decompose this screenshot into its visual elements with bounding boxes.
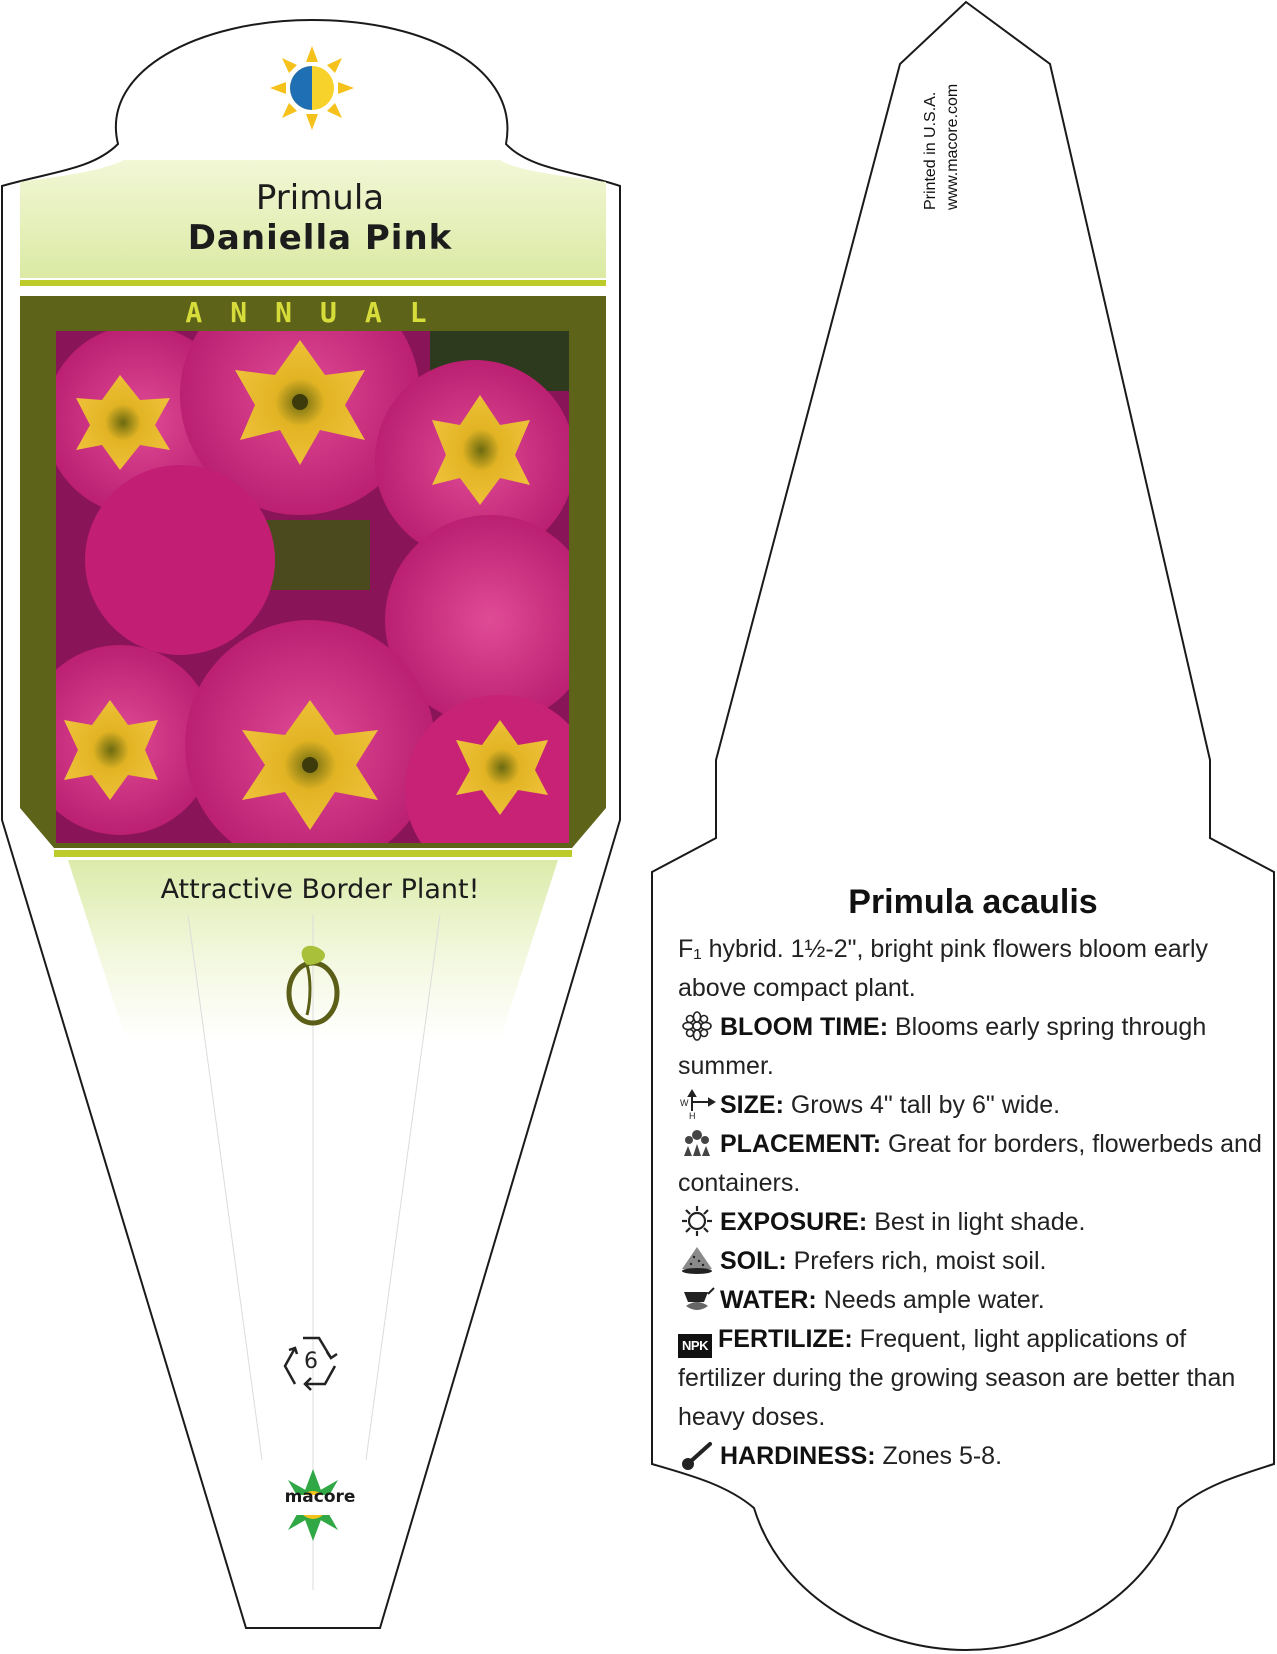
attr-bloom-time: BLOOM TIME: Blooms early spring through summer.	[678, 1013, 1207, 1080]
attr-placement: PLACEMENT: Great for borders, flowerbeds and containers.	[678, 1130, 1262, 1197]
flower-icon	[678, 1011, 716, 1041]
soil-icon	[678, 1245, 716, 1275]
tagline: Attractive Border Plant!	[160, 874, 480, 905]
printed-in-text: Printed in U.S.A.	[922, 91, 939, 210]
variety-name: Daniella Pink	[187, 218, 453, 258]
description: F₁ hybrid. 1½-2", bright pink flowers bloom early above compact plant.	[678, 935, 1209, 1002]
sun-part-shade-icon	[270, 46, 354, 130]
placement-flowers-icon	[678, 1128, 716, 1158]
flower-photo	[25, 275, 595, 885]
svg-text:W: W	[680, 1098, 689, 1108]
watering-can-icon	[678, 1284, 716, 1314]
size-arrows-icon	[678, 1089, 716, 1119]
website-text: www.macore.com	[944, 83, 961, 210]
attr-size: W H SIZE: Grows 4" tall by 6" wide.	[680, 1091, 1061, 1119]
printer-credit	[920, 50, 980, 210]
npk-icon: NPK	[678, 1334, 712, 1358]
plant-category: ANNUAL	[185, 296, 455, 329]
attr-exposure: EXPOSURE: Best in light shade.	[678, 1203, 1268, 1242]
care-info	[678, 880, 1268, 1476]
recycle-code: 6	[304, 1349, 318, 1374]
sun-icon	[678, 1206, 716, 1236]
attr-soil: SOIL: Prefers rich, moist soil.	[678, 1242, 1268, 1281]
attr-hardiness: HARDINESS: Zones 5-8.	[678, 1437, 1268, 1476]
attr-fertilize: NPK FERTILIZE: Frequent, light applications of fertilizer during the growing season are better than heavy doses.	[678, 1325, 1236, 1431]
species-name: Primula acaulis	[848, 883, 1098, 921]
brand-name: macore	[284, 1487, 356, 1507]
attr-water: WATER: Needs ample water.	[678, 1281, 1268, 1320]
genus-name: Primula	[255, 178, 385, 218]
thermometer-icon	[678, 1440, 716, 1470]
svg-text:H: H	[689, 1111, 696, 1119]
